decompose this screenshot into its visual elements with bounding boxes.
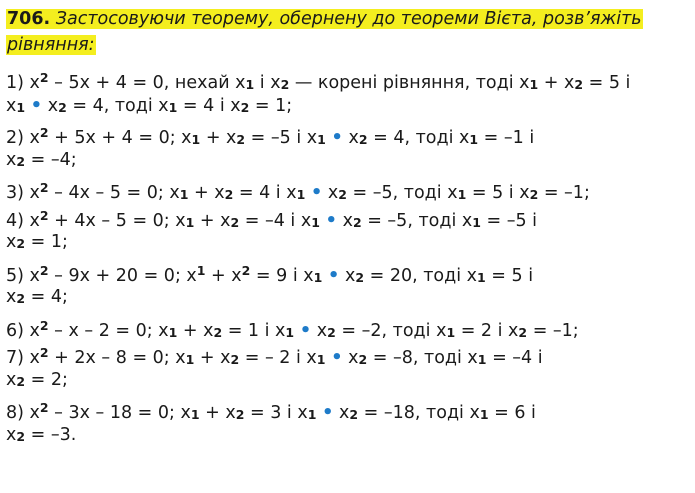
subscript: 1: [477, 269, 486, 285]
text-segment: = 4 і x: [177, 95, 241, 116]
text-segment: 3) x: [6, 183, 40, 203]
solution-line: [6, 64, 690, 92]
text-segment: = –8, тоді x: [367, 348, 478, 368]
superscript: 2: [39, 345, 49, 360]
text-segment: + 5x + 4 = 0; x: [48, 128, 192, 148]
subscript: 2: [16, 373, 26, 389]
text-segment: = –4 і: [486, 348, 543, 368]
subscript: 1: [311, 214, 320, 230]
superscript: 2: [241, 262, 251, 278]
text-segment: = 5 і: [485, 265, 534, 286]
solution-line: [6, 339, 690, 367]
text-segment: + x: [205, 265, 242, 286]
text-segment: = –3.: [25, 424, 77, 445]
subscript: 2: [352, 214, 362, 230]
solution-line: [6, 422, 690, 450]
text-segment: = 5 і x: [466, 183, 530, 203]
subscript: 2: [213, 324, 223, 340]
multiplication-dot: •: [321, 402, 334, 423]
text-segment: x: [333, 403, 350, 423]
subscript: 2: [240, 99, 250, 115]
solution-line: [6, 202, 690, 230]
text-segment: = –5, тоді x: [346, 183, 458, 203]
text-segment: + x: [194, 210, 231, 231]
subscript: 1: [317, 132, 326, 147]
text-segment: x: [6, 287, 17, 307]
text-segment: x: [342, 348, 359, 368]
subscript: 1: [446, 324, 456, 340]
subscript: 1: [457, 187, 467, 202]
text-segment: + x: [538, 73, 575, 93]
text-segment: 8) x: [6, 403, 40, 423]
text-segment: + 2x – 8 = 0; x: [48, 348, 186, 368]
solution-line: [6, 229, 690, 257]
subscript: 2: [529, 187, 539, 202]
superscript: 1: [196, 262, 206, 278]
superscript: 2: [39, 262, 49, 278]
text-segment: = –2, тоді x: [335, 320, 447, 341]
multiplication-dot: •: [325, 209, 338, 231]
text-segment: x: [6, 424, 17, 445]
task-number: 706.: [7, 9, 51, 29]
subscript: 1: [477, 352, 487, 367]
solution-line: [6, 394, 690, 422]
text-segment: x: [342, 128, 359, 148]
superscript: 2: [39, 180, 49, 195]
subscript: 2: [327, 324, 336, 340]
text-segment: 2) x: [6, 128, 40, 148]
text-segment: x: [6, 95, 17, 116]
subscript: 2: [338, 187, 347, 202]
subscript: 2: [236, 132, 246, 147]
superscript: 2: [39, 207, 49, 223]
text-segment: – 5x + 4 = 0, нехай x: [48, 73, 246, 93]
subscript: 2: [358, 132, 368, 147]
text-segment: 7) x: [6, 348, 40, 368]
text-segment: x: [337, 210, 353, 231]
subscript: 1: [179, 187, 189, 202]
multiplication-dot: •: [327, 264, 340, 286]
text-segment: = 2 і x: [455, 320, 519, 341]
text-segment: + x: [188, 183, 225, 203]
subscript: 1: [472, 214, 481, 230]
text-segment: = 4, тоді x: [66, 95, 169, 116]
superscript: 2: [39, 317, 49, 333]
text-segment: – 4x – 5 = 0; x: [48, 183, 180, 203]
subscript: 2: [224, 187, 234, 202]
subscript: 2: [574, 77, 584, 92]
solution-line: [6, 312, 690, 340]
text-segment: 1) x: [6, 73, 40, 93]
text-segment: і x: [254, 73, 281, 93]
text-segment: x: [6, 369, 17, 390]
task-text-line1: Застосовуючи теорему, обернену до теореми Вієта, розв’яжіть: [50, 9, 642, 29]
text-segment: = – 2 і x: [239, 348, 317, 368]
text-segment: x: [322, 183, 339, 203]
text-segment: = 4;: [25, 287, 68, 307]
solution-line: [6, 92, 690, 120]
subscript: 2: [16, 236, 26, 251]
solution-lines: [6, 64, 690, 449]
subscript: 1: [16, 99, 26, 115]
solution-line: [6, 174, 690, 202]
text-segment: + x: [199, 403, 236, 423]
superscript: 2: [39, 125, 49, 140]
subscript: 2: [16, 153, 26, 169]
text-segment: + 4x – 5 = 0; x: [48, 210, 186, 231]
document-page: [6, 6, 690, 449]
text-segment: = 1;: [25, 232, 68, 252]
text-segment: x: [42, 95, 59, 116]
multiplication-dot: •: [30, 94, 43, 116]
subscript: 2: [518, 324, 528, 340]
subscript: 1: [191, 132, 201, 147]
subscript: 2: [358, 352, 368, 367]
solution-line: [6, 257, 690, 285]
text-segment: = 4, тоді x: [367, 128, 470, 148]
subscript: 2: [58, 99, 67, 115]
subscript: 2: [230, 214, 240, 230]
subscript: 1: [529, 77, 539, 92]
text-segment: = –5, тоді x: [361, 210, 473, 231]
text-segment: = –4 і x: [239, 210, 312, 231]
text-segment: = –1;: [527, 320, 579, 341]
solution-line: [6, 284, 690, 312]
text-segment: = 6 і: [488, 403, 536, 423]
text-segment: + x: [177, 320, 214, 341]
text-segment: = 3 і x: [244, 403, 308, 423]
text-segment: = 1;: [249, 95, 293, 116]
solution-line: [6, 119, 690, 147]
superscript: 2: [39, 70, 49, 85]
text-segment: 5) x: [6, 265, 40, 286]
text-segment: = 2;: [25, 369, 68, 390]
subscript: 1: [185, 352, 195, 367]
text-segment: = 9 і x: [250, 265, 314, 286]
subscript: 1: [296, 187, 306, 202]
solution-line: [6, 147, 690, 175]
subscript: 1: [313, 269, 323, 285]
subscript: 2: [230, 352, 240, 367]
multiplication-dot: •: [331, 127, 343, 148]
text-segment: x: [311, 320, 328, 341]
text-segment: = 1 і x: [222, 320, 286, 341]
text-segment: = –5 і x: [245, 128, 318, 148]
subscript: 2: [349, 407, 359, 422]
subscript: 1: [469, 132, 479, 147]
text-segment: – 3x – 18 = 0; x: [48, 403, 191, 423]
task-statement: [6, 6, 690, 58]
multiplication-dot: •: [331, 347, 343, 368]
text-segment: = –5 і: [480, 210, 538, 231]
text-segment: = –18, тоді x: [358, 403, 480, 423]
subscript: 2: [280, 77, 290, 92]
subscript: 1: [316, 352, 326, 367]
text-segment: 6) x: [6, 320, 40, 341]
text-segment: = 20, тоді x: [364, 265, 477, 286]
subscript: 2: [235, 407, 245, 422]
text-segment: x: [6, 232, 17, 252]
subscript: 1: [285, 324, 295, 340]
subscript: 1: [479, 407, 489, 422]
text-segment: x: [6, 149, 17, 170]
multiplication-dot: •: [299, 319, 312, 341]
subscript: 1: [245, 77, 255, 92]
text-segment: = –4;: [25, 149, 77, 170]
task-text-line2: рівняння:: [7, 35, 95, 55]
text-segment: x: [339, 265, 356, 286]
text-segment: – x – 2 = 0; x: [48, 320, 169, 341]
text-segment: + x: [200, 128, 237, 148]
text-segment: + x: [194, 348, 231, 368]
text-segment: — корені рівняння, тоді x: [289, 73, 530, 93]
task-highlight: [6, 9, 643, 55]
multiplication-dot: •: [310, 182, 323, 203]
text-segment: = 5 і: [583, 73, 631, 93]
subscript: 1: [307, 407, 317, 422]
subscript: 1: [168, 324, 178, 340]
text-segment: – 9x + 20 = 0; x: [48, 265, 197, 286]
subscript: 1: [168, 99, 178, 115]
text-segment: 4) x: [6, 210, 40, 231]
solution-line: [6, 367, 690, 395]
subscript: 2: [355, 269, 365, 285]
text-segment: = –1 і: [478, 128, 535, 148]
subscript: 2: [16, 428, 26, 444]
subscript: 1: [185, 214, 195, 230]
subscript: 2: [16, 291, 26, 306]
superscript: 2: [39, 400, 49, 415]
text-segment: = –1;: [538, 183, 590, 203]
text-segment: = 4 і x: [233, 183, 297, 203]
subscript: 1: [190, 407, 200, 422]
